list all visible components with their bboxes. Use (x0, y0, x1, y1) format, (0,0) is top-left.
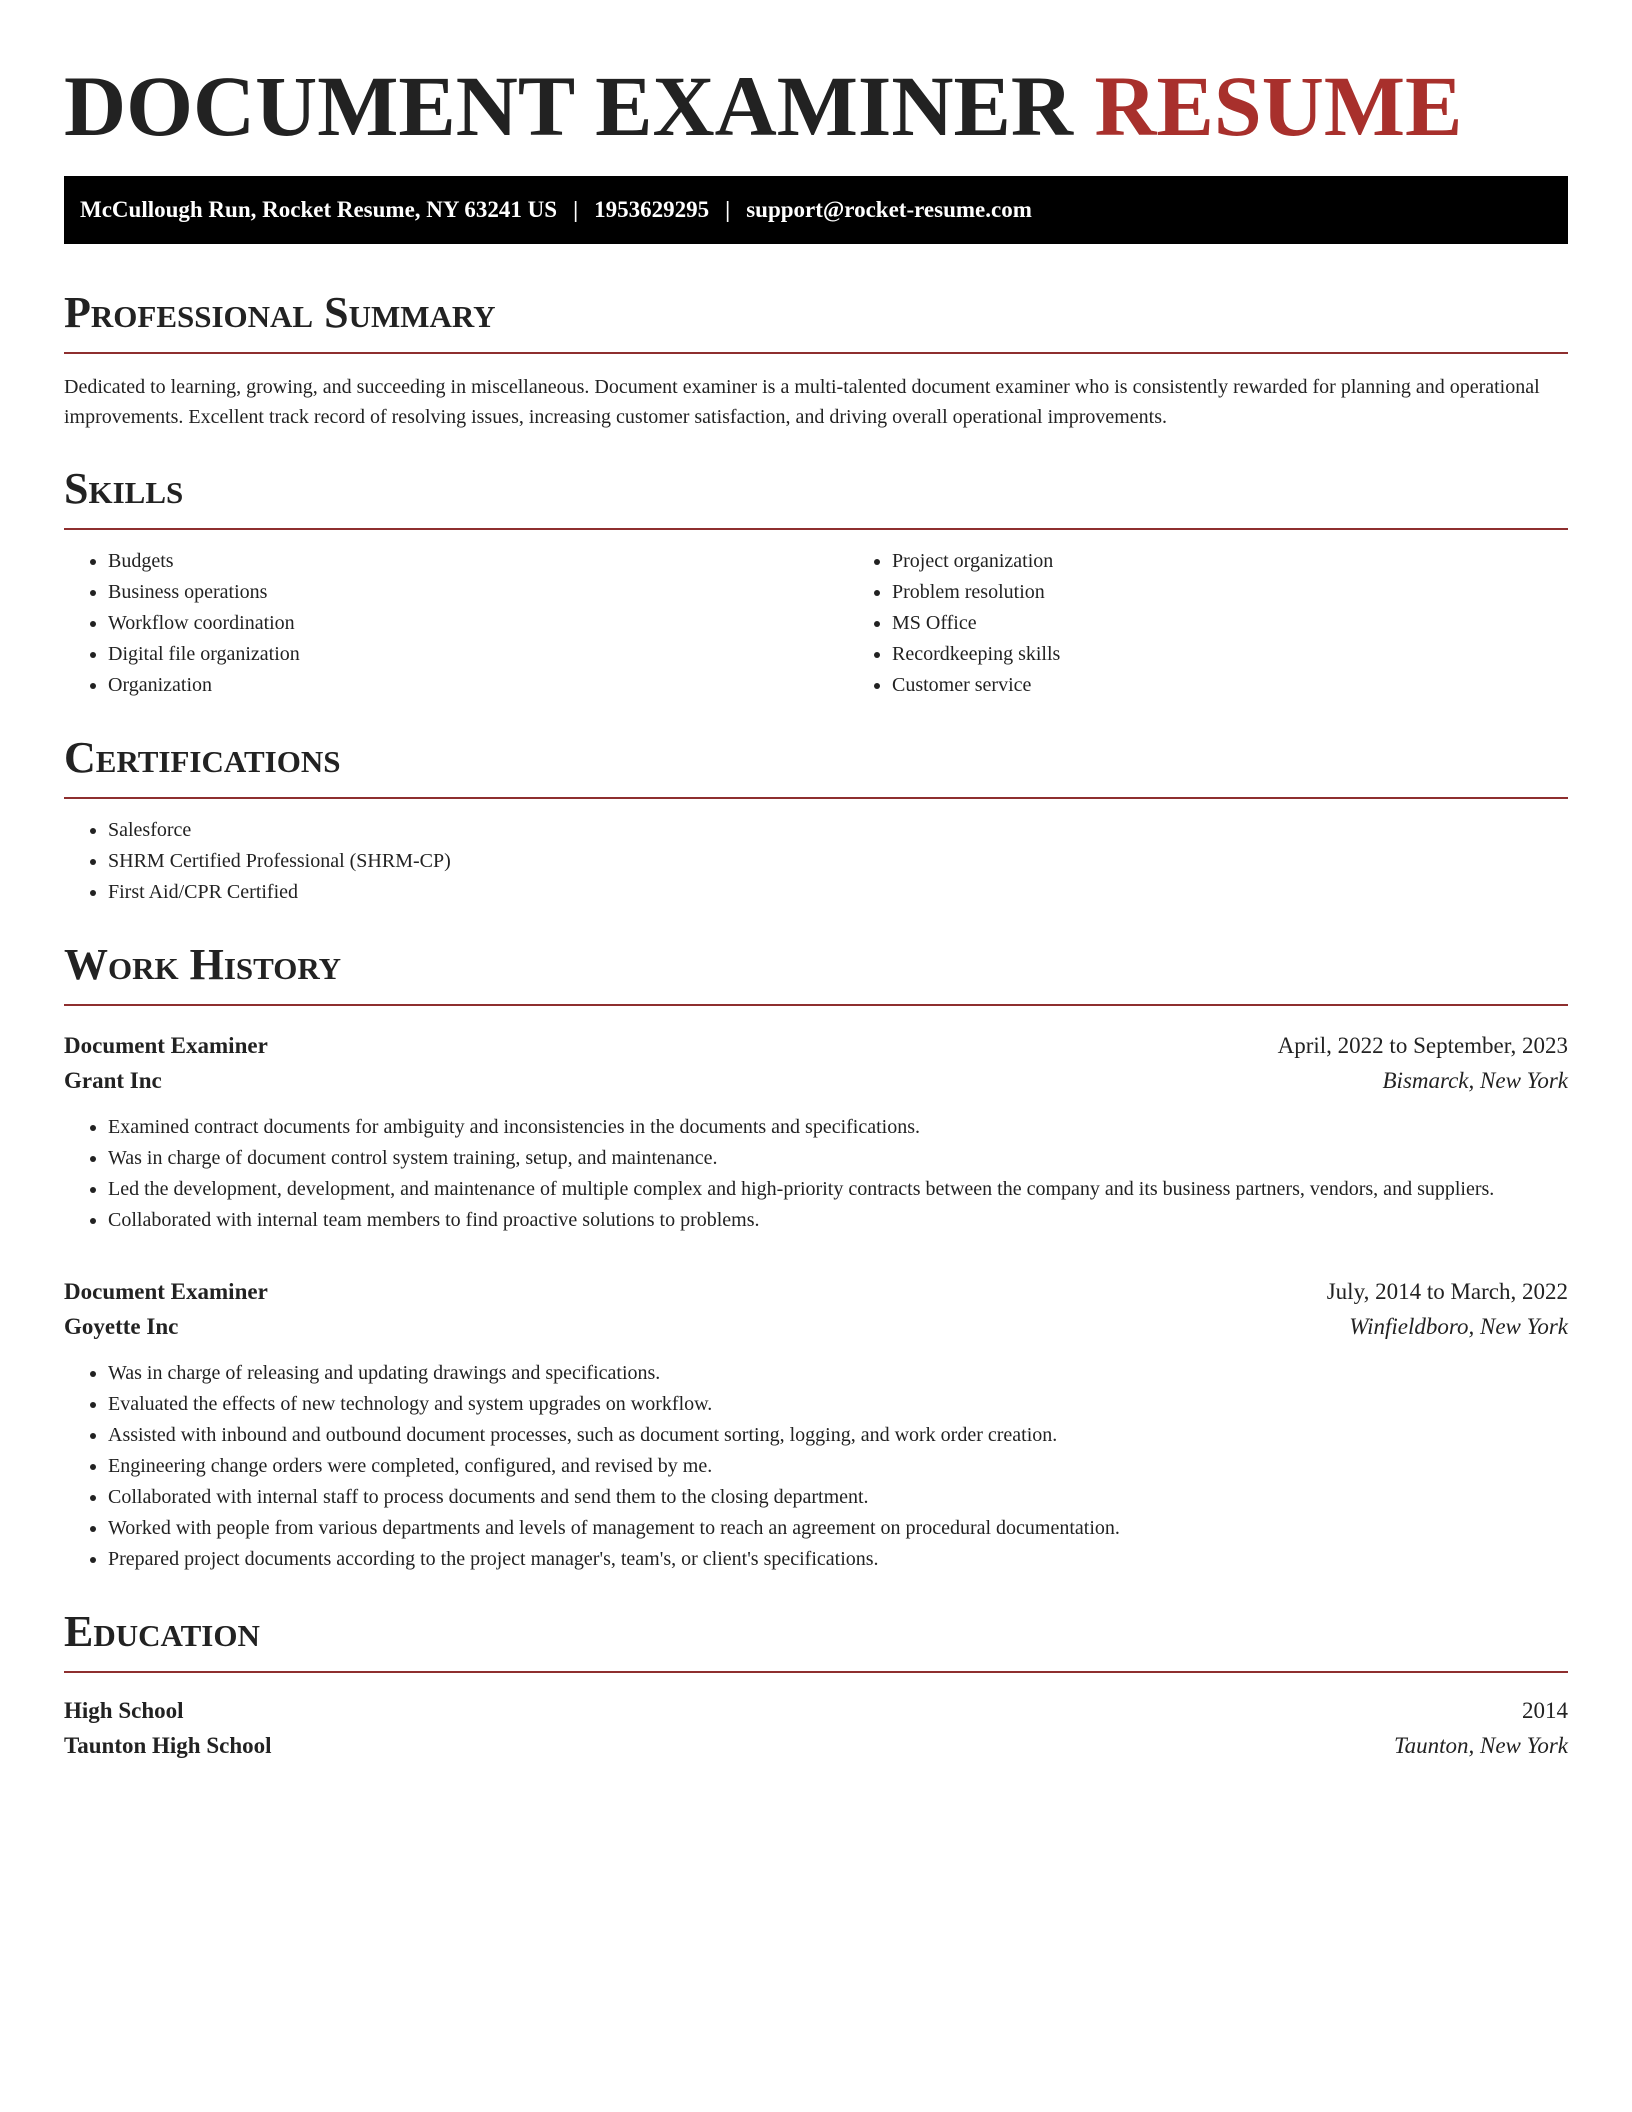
summary-text: Dedicated to learning, growing, and succeeding in miscellaneous. Document examiner is a multi-talented document examiner who is consistently rewarded for planning and operational improvements. Excellent track record of resolving issues, increasing customer satisfaction, and driving overall operational improvements. (64, 376, 1540, 428)
job-company-row (64, 1309, 1568, 1344)
job-bullet: • Led the development, development, and maintenance of multiple complex and high-priority contracts between the company and its business partners, vendors, and suppliers. (108, 1174, 1568, 1205)
job-title-row (64, 1274, 1568, 1309)
skill-item: • Digital file organization (108, 639, 848, 670)
skills-list-left (64, 546, 848, 701)
resume-title (64, 56, 1568, 156)
job-bullet: • Examined contract documents for ambiguity and inconsistencies in the documents and specifications. (108, 1112, 1568, 1143)
education-section (64, 1605, 1568, 1763)
job-bullet: • Evaluated the effects of new technology and system upgrades on workflow. (108, 1389, 1568, 1420)
skills-section (64, 462, 1568, 701)
work-history-heading: Work History (64, 940, 342, 989)
section-divider (64, 797, 1568, 799)
job-bullets (64, 1358, 1568, 1575)
job-bullet: • Collaborated with internal staff to process documents and send them to the closing department. (108, 1482, 1568, 1513)
skill-item: • Organization (108, 670, 848, 701)
certifications-heading: Certifications (64, 733, 341, 782)
skills-heading: Skills (64, 464, 184, 513)
education-degree-row (64, 1693, 1568, 1728)
contact-bar (64, 176, 1568, 244)
contact-separator: | (573, 197, 579, 222)
job-company-row (64, 1063, 1568, 1098)
job-location: Bismarck, New York (1382, 1068, 1568, 1093)
job-entry (64, 1274, 1568, 1575)
education-year: 2014 (1522, 1698, 1568, 1723)
contact-address: McCullough Run, Rocket Resume, NY 63241 US (80, 197, 558, 222)
job-location: Winfieldboro, New York (1349, 1314, 1568, 1339)
skill-item: • Budgets (108, 546, 848, 577)
job-dates: July, 2014 to March, 2022 (1326, 1279, 1568, 1304)
job-bullet: • Was in charge of document control system training, setup, and maintenance. (108, 1143, 1568, 1174)
work-history-section (64, 938, 1568, 1575)
education-school: Taunton High School (64, 1733, 272, 1758)
contact-separator: | (725, 197, 731, 222)
job-bullet: • Engineering change orders were completed, configured, and revised by me. (108, 1451, 1568, 1482)
section-divider (64, 352, 1568, 354)
skill-item: • Problem resolution (892, 577, 1568, 608)
summary-section (64, 286, 1568, 432)
education-heading: Education (64, 1607, 260, 1656)
title-accent: RESUME (1094, 58, 1463, 154)
skill-item: • Business operations (108, 577, 848, 608)
job-entry (64, 1028, 1568, 1236)
certification-item: • Salesforce (108, 815, 1568, 846)
certification-item: • SHRM Certified Professional (SHRM-CP) (108, 846, 1568, 877)
skill-item: • MS Office (892, 608, 1568, 639)
job-bullet: • Was in charge of releasing and updating drawings and specifications. (108, 1358, 1568, 1389)
job-bullet: • Collaborated with internal team members to find proactive solutions to problems. (108, 1205, 1568, 1236)
job-title: Document Examiner (64, 1279, 268, 1304)
certification-item: • First Aid/CPR Certified (108, 877, 1568, 908)
job-company: Grant Inc (64, 1068, 162, 1093)
section-divider (64, 1671, 1568, 1673)
section-divider (64, 528, 1568, 530)
skills-list-right (848, 546, 1568, 701)
summary-heading: Professional Summary (64, 288, 496, 337)
job-bullet: • Prepared project documents according to the project manager's, team's, or client's specifications. (108, 1544, 1568, 1575)
contact-phone: 1953629295 (594, 197, 710, 222)
skill-item: • Workflow coordination (108, 608, 848, 639)
contact-email: support@rocket-resume.com (746, 197, 1032, 222)
skill-item: • Recordkeeping skills (892, 639, 1568, 670)
job-company: Goyette Inc (64, 1314, 179, 1339)
certifications-list (64, 815, 1568, 908)
job-dates: April, 2022 to September, 2023 (1277, 1033, 1568, 1058)
education-school-row (64, 1728, 1568, 1763)
job-bullets (64, 1112, 1568, 1236)
section-divider (64, 1004, 1568, 1006)
skills-grid (64, 546, 1568, 701)
job-title-row (64, 1028, 1568, 1063)
job-bullet: • Assisted with inbound and outbound document processes, such as document sorting, logging, and work order creation. (108, 1420, 1568, 1451)
skill-item: • Project organization (892, 546, 1568, 577)
skill-item: • Customer service (892, 670, 1568, 701)
education-location: Taunton, New York (1393, 1733, 1568, 1758)
education-entry (64, 1693, 1568, 1763)
certifications-section (64, 731, 1568, 908)
education-degree: High School (64, 1698, 184, 1723)
job-title: Document Examiner (64, 1033, 268, 1058)
job-bullet: • Worked with people from various departments and levels of management to reach an agreement on procedural documentation. (108, 1513, 1568, 1544)
title-main: DOCUMENT EXAMINER (64, 58, 1073, 154)
